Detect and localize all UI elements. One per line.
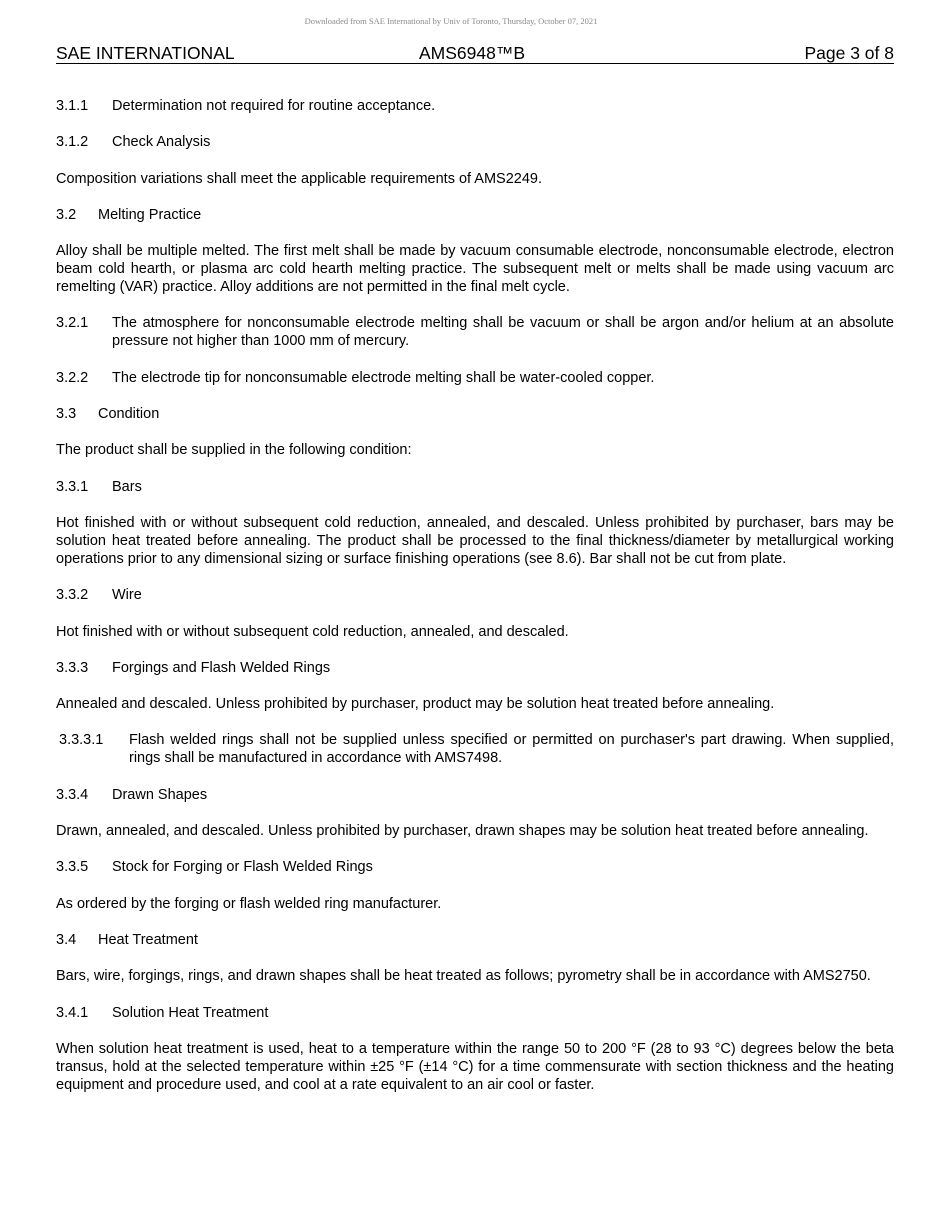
section-number: 3.1.2 [56, 134, 89, 151]
section-3-4-1-heading [56, 1004, 894, 1022]
section-3-1-2-heading [56, 133, 894, 151]
header-organization: SAE INTERNATIONAL [56, 43, 235, 63]
section-number: 3.2.1 [56, 315, 89, 332]
section-3-2-2 [56, 369, 894, 387]
section-title: Bars [112, 478, 142, 495]
section-3-3-4-heading [56, 786, 894, 804]
section-title: Wire [112, 587, 142, 604]
section-number: 3.2 [56, 206, 77, 223]
section-title: Solution Heat Treatment [112, 1004, 269, 1021]
section-text: Flash welded rings shall not be supplied unless specified or permitted on purchaser's part drawing. When supplied, rings shall be manufactured in accordance with AMS7498. [129, 732, 894, 767]
header-document-id: AMS6948™B [419, 43, 526, 63]
section-number: 3.1.1 [56, 98, 89, 114]
section-3-3-5-heading [56, 858, 894, 876]
section-text: Determination not required for routine acceptance. [112, 98, 436, 114]
section-title: Condition [98, 406, 160, 423]
section-3-1-1 [56, 97, 894, 115]
header-page-number: Page 3 of 8 [804, 43, 894, 63]
section-3-2-1 [56, 314, 894, 350]
section-title: Forgings and Flash Welded Rings [112, 659, 331, 676]
page-header [56, 43, 894, 64]
section-number: 3.3 [56, 406, 77, 423]
section-3-3-4-paragraph: Drawn, annealed, and descaled. Unless prohibited by purchaser, drawn shapes may be solution heat treated before annealing. [56, 823, 869, 840]
section-number: 3.4 [56, 931, 77, 948]
section-3-3-paragraph: The product shall be supplied in the following condition: [56, 442, 412, 459]
download-watermark: Downloaded from SAE International by Univ of Toronto, Thursday, October 07, 2021 [304, 16, 598, 26]
section-3-4-heading [56, 931, 894, 949]
section-text: The atmosphere for nonconsumable electrode melting shall be vacuum or shall be argon and/or helium at an absolute pressure not higher than 1000 mm of mercury. [112, 315, 894, 350]
section-3-3-3-paragraph: Annealed and descaled. Unless prohibited by purchaser, product may be solution heat treated before annealing. [56, 696, 775, 713]
section-title: Melting Practice [98, 206, 202, 223]
section-3-3-5-paragraph: As ordered by the forging or flash welded ring manufacturer. [56, 895, 442, 912]
section-number: 3.3.5 [56, 859, 89, 876]
section-title: Check Analysis [112, 134, 211, 151]
section-number: 3.3.3.1 [59, 732, 104, 749]
section-3-3-2-paragraph: Hot finished with or without subsequent cold reduction, annealed, and descaled. [56, 623, 569, 640]
document-body [56, 97, 894, 1112]
section-number: 3.4.1 [56, 1004, 89, 1021]
section-title: Drawn Shapes [112, 786, 208, 803]
section-number: 3.3.3 [56, 659, 89, 676]
section-3-3-1-heading [56, 478, 894, 496]
section-number: 3.3.2 [56, 587, 89, 604]
section-3-3-1-paragraph: Hot finished with or without subsequent cold reduction, annealed, and descaled. Unless prohibited by purchaser, bars may be solution heat treated before annealing. The product shall be processed to the final thickness/diameter by metallurgical working operations prior to any dimensional sizing or surface finishing operations (see 8.6). Bar shall not be cut from plate. [56, 514, 894, 567]
section-title: Heat Treatment [98, 931, 198, 948]
section-3-3-3-heading [56, 659, 894, 677]
section-3-3-2-heading [56, 586, 894, 604]
section-3-3-3-1 [56, 731, 894, 767]
section-number: 3.2.2 [56, 369, 89, 386]
section-3-4-1-paragraph: When solution heat treatment is used, heat to a temperature within the range 50 to 200 °F (28 to 93 °C) degrees below the beta transus, hold at the selected temperature within ±25 °F (±14 °C) for a time commensurate with section thickness and the heating equipment and procedure used, and cool at a rate equivalent to an air cool or faster. [56, 1040, 894, 1093]
section-title: Stock for Forging or Flash Welded Rings [112, 859, 373, 876]
section-number: 3.3.1 [56, 478, 89, 495]
section-3-4-paragraph: Bars, wire, forgings, rings, and drawn shapes shall be heat treated as follows; pyrometry shall be in accordance with AMS2750. [56, 968, 871, 985]
section-text: The electrode tip for nonconsumable electrode melting shall be water-cooled copper. [112, 369, 655, 386]
section-3-1-2-paragraph: Composition variations shall meet the applicable requirements of AMS2249. [56, 170, 543, 187]
section-number: 3.3.4 [56, 786, 89, 803]
section-3-3-heading [56, 405, 894, 423]
section-3-2-heading [56, 206, 894, 224]
section-3-2-paragraph: Alloy shall be multiple melted. The first melt shall be made by vacuum consumable electrode, nonconsumable electrode, electron beam cold hearth, or plasma arc cold hearth melting practice. The subsequent melt or melts shall be made using vacuum arc remelting (VAR) practice. Alloy additions are not permitted in the final melt cycle. [56, 243, 894, 296]
